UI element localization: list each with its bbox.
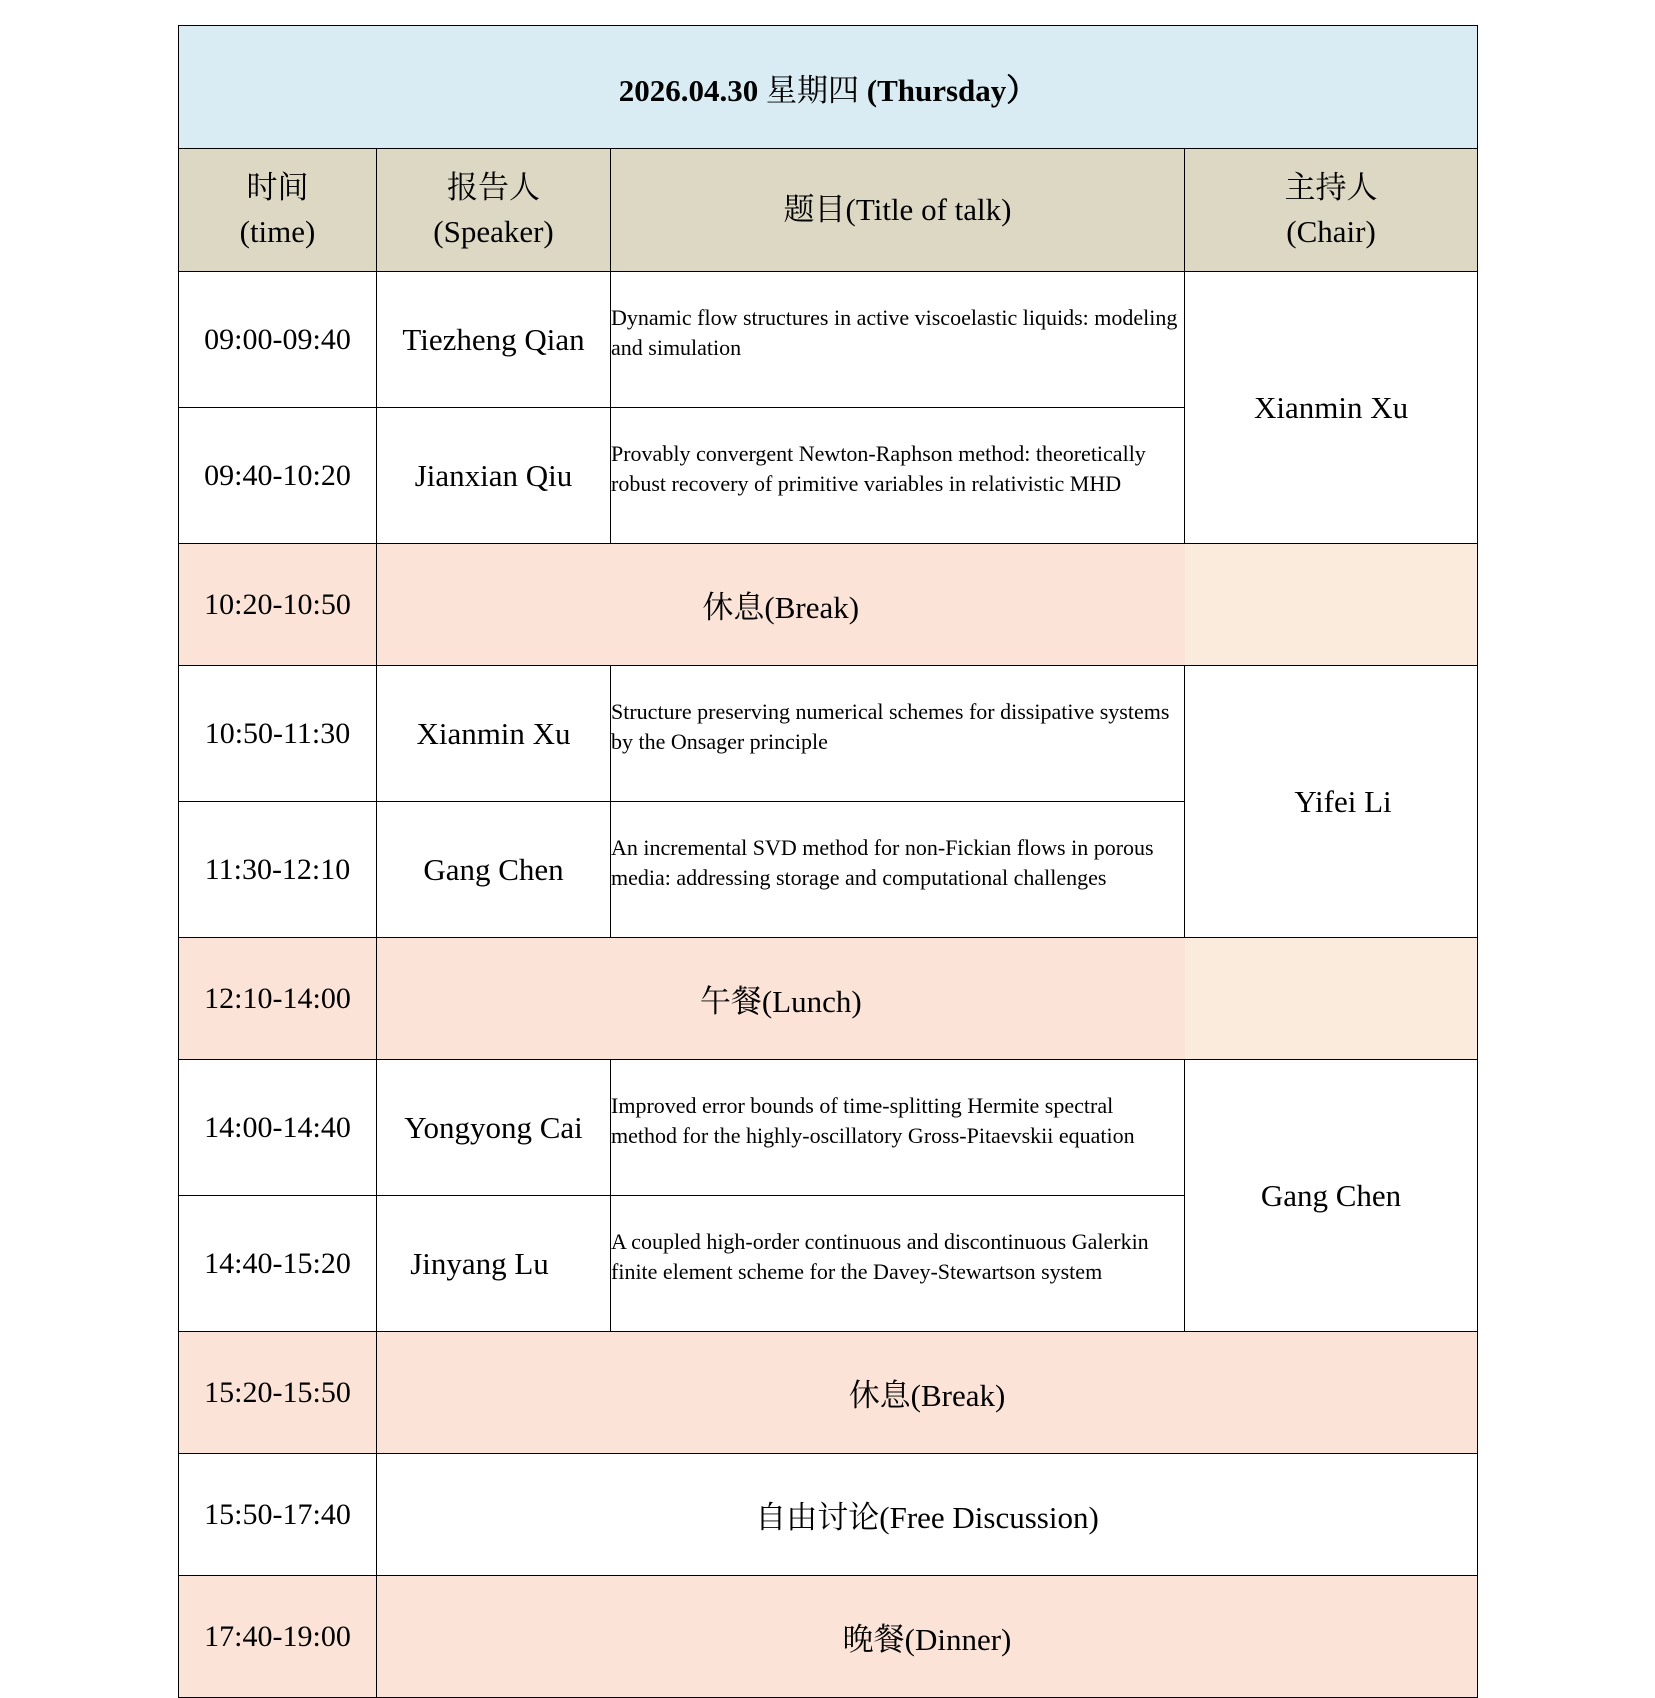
- talk-row: [179, 272, 1478, 408]
- talk-speaker: Yongyong Cai: [377, 1060, 611, 1196]
- lunch-label: 午餐(Lunch): [377, 938, 1185, 1060]
- free-discussion-row: [179, 1454, 1478, 1576]
- talk-time: 14:00-14:40: [179, 1060, 377, 1196]
- free-discussion-label: 自由讨论(Free Discussion): [377, 1454, 1478, 1576]
- header-time-cn: 时间: [246, 170, 309, 205]
- header-chair-en: (Chair): [1286, 214, 1376, 249]
- header-chair: [1185, 149, 1478, 272]
- break-time: 10:20-10:50: [179, 544, 377, 666]
- header-time: [179, 149, 377, 272]
- header-speaker: [377, 149, 611, 272]
- break-chair-cell: [1185, 544, 1478, 666]
- lunch-chair-cell: [1185, 938, 1478, 1060]
- break-row: [179, 544, 1478, 666]
- header-speaker-en: (Speaker): [433, 214, 554, 249]
- talk-speaker-name: Jinyang Lu: [410, 1245, 549, 1281]
- column-header-row: [179, 149, 1478, 272]
- talk-time: 09:00-09:40: [179, 272, 377, 408]
- day-title-row: [179, 26, 1478, 149]
- talk-row: [179, 666, 1478, 802]
- header-time-en: (time): [239, 214, 316, 249]
- header-talk: 题目(Title of talk): [611, 149, 1185, 272]
- talk-speaker: Tiezheng Qian: [377, 272, 611, 408]
- date: 2026.04.30: [618, 72, 759, 108]
- dinner-label: 晚餐(Dinner): [377, 1576, 1478, 1698]
- weekday-en: (Thursday）: [866, 72, 1038, 108]
- talk-title: Improved error bounds of time-splitting Hermite spectral method for the highly-oscillatory Gross-Pitaevskii equation: [611, 1060, 1185, 1196]
- talk-speaker: [377, 1196, 611, 1332]
- lunch-row: [179, 938, 1478, 1060]
- day-title: [179, 26, 1478, 149]
- dinner-time: 17:40-19:00: [179, 1576, 377, 1698]
- lunch-time: 12:10-14:00: [179, 938, 377, 1060]
- break-row: [179, 1332, 1478, 1454]
- talk-title: Dynamic flow structures in active viscoelastic liquids: modeling and simulation: [611, 272, 1185, 408]
- weekday-cn: 星期四: [766, 72, 859, 108]
- talk-speaker: Xianmin Xu: [377, 666, 611, 802]
- talk-speaker: Jianxian Qiu: [377, 408, 611, 544]
- break-time: 15:20-15:50: [179, 1332, 377, 1454]
- schedule-table: [178, 25, 1478, 1698]
- talk-time: 09:40-10:20: [179, 408, 377, 544]
- break-label: 休息(Break): [377, 1332, 1478, 1454]
- session-chair-name: Yifei Li: [1294, 783, 1392, 819]
- header-chair-cn: 主持人: [1284, 170, 1378, 205]
- talk-time: 11:30-12:10: [179, 802, 377, 938]
- talk-title: A coupled high-order continuous and discontinuous Galerkin finite element scheme for the Davey-Stewartson system: [611, 1196, 1185, 1332]
- free-discussion-time: 15:50-17:40: [179, 1454, 377, 1576]
- talk-title: An incremental SVD method for non-Fickian flows in porous media: addressing storage and computational challenges: [611, 802, 1185, 938]
- talk-speaker: Gang Chen: [377, 802, 611, 938]
- talk-time: 14:40-15:20: [179, 1196, 377, 1332]
- session-chair: [1185, 666, 1478, 938]
- talk-title: Structure preserving numerical schemes for dissipative systems by the Onsager principle: [611, 666, 1185, 802]
- session-chair: Xianmin Xu: [1185, 272, 1478, 544]
- dinner-row: [179, 1576, 1478, 1698]
- talk-row: [179, 1060, 1478, 1196]
- header-speaker-cn: 报告人: [447, 170, 540, 205]
- session-chair: Gang Chen: [1185, 1060, 1478, 1332]
- talk-title: Provably convergent Newton-Raphson method: theoretically robust recovery of primitive variables in relativistic MHD: [611, 408, 1185, 544]
- talk-time: 10:50-11:30: [179, 666, 377, 802]
- break-label: 休息(Break): [377, 544, 1185, 666]
